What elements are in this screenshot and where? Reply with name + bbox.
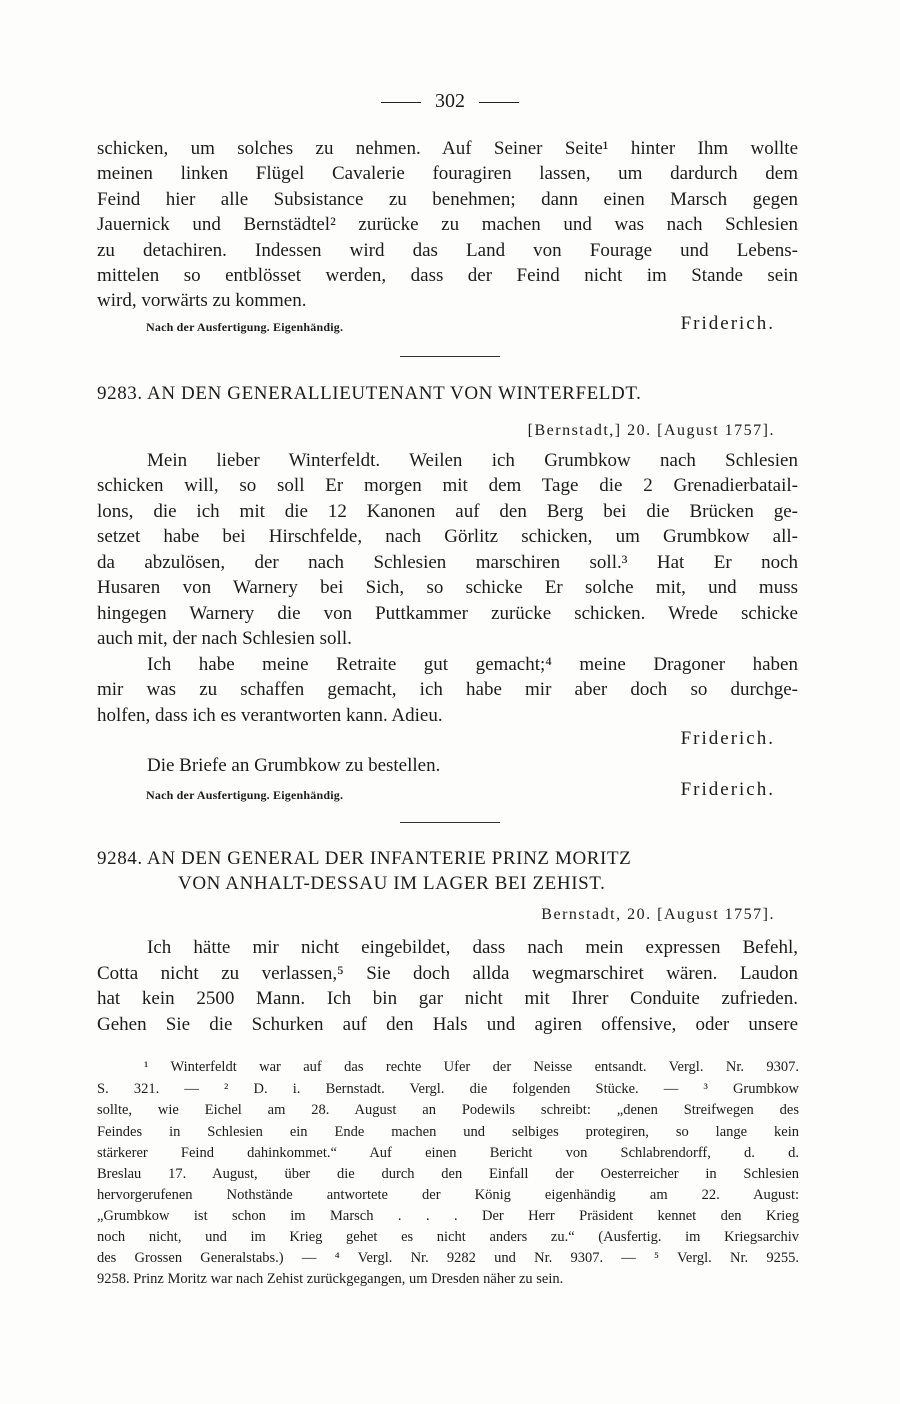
postscript: Die Briefe an Grumbkow zu bestellen. [147, 755, 441, 776]
signature: Friderich. [680, 728, 775, 749]
dateline: [Bernstadt,] 20. [August 1757]. [527, 422, 775, 439]
footnote-line: noch nicht, und im Krieg gehet es nicht anders zu.“ (Ausfertig. im Kriegsarchiv [97, 1229, 799, 1245]
letter-heading: 9283. AN DEN GENERALLIEUTENANT VON WINTERFELDT. [97, 383, 642, 404]
text-line: lons, die ich mit die 12 Kanonen auf den Berg bei die Brücken ge- [97, 501, 798, 522]
text-line: Ich hätte mir nicht eingebildet, dass nach mein expressen Befehl, [147, 937, 798, 958]
footnote-line: des Grossen Generalstabs.) — ⁴ Vergl. Nr. 9282 und Nr. 9307. — ⁵ Vergl. Nr. 9255. [97, 1250, 799, 1266]
dash-right [479, 102, 519, 103]
text-line: wird, vorwärts zu kommen. [97, 290, 307, 311]
footnote-line: Feindes in Schlesien ein Ende machen und selbiges protegiren, so lange kein [97, 1124, 799, 1140]
source-note: Nach der Ausfertigung. Eigenhändig. [146, 320, 344, 334]
page-number: 302 [0, 90, 900, 113]
text-line: hingegen Warnery die von Puttkammer zurücke schicken. Wrede schicke [97, 603, 798, 624]
text-line: mir was zu schaffen gemacht, ich habe mir aber doch so durchge- [97, 679, 798, 700]
footnote-line: S. 321. — ² D. i. Bernstadt. Vergl. die folgenden Stücke. — ³ Grumbkow [97, 1081, 799, 1097]
source-note: Nach der Ausfertigung. Eigenhändig. [146, 788, 344, 802]
dateline: Bernstadt, 20. [August 1757]. [541, 906, 775, 923]
text-line: holfen, dass ich es verantworten kann. Adieu. [97, 705, 443, 726]
text-line: Ich habe meine Retraite gut gemacht;⁴ meine Dragoner haben [147, 654, 798, 675]
text-line: Gehen Sie die Schurken auf den Hals und agiren offensive, oder unsere [97, 1014, 798, 1035]
footnote-line: ¹ Winterfeldt war auf das rechte Ufer der Neisse entsandt. Vergl. Nr. 9307. [144, 1059, 799, 1075]
footnote-line: sollte, wie Eichel am 28. August an Podewils schreibt: „denen Streifwegen des [97, 1102, 799, 1118]
text-line: Jauernick und Bernstädtel² zurücke zu machen und was nach Schlesien [97, 214, 798, 235]
signature: Friderich. [680, 313, 775, 334]
text-line: auch mit, der nach Schlesien soll. [97, 628, 352, 649]
text-line: Husaren von Warnery bei Sich, so schicke Er solche mit, und muss [97, 577, 798, 598]
text-line: Feind hier alle Subsistance zu benehmen; dann einen Marsch gegen [97, 189, 798, 210]
section-divider [400, 822, 500, 823]
section-divider [400, 356, 500, 357]
text-line: Mein lieber Winterfeldt. Weilen ich Grumbkow nach Schlesien [147, 450, 798, 471]
letter-heading: 9284. AN DEN GENERAL DER INFANTERIE PRINZ MORITZ [97, 848, 632, 869]
text-line: Cotta nicht zu verlassen,⁵ Sie doch allda wegmarschiret wären. Laudon [97, 963, 798, 984]
text-line: zu detachiren. Indessen wird das Land von Fourage und Lebens- [97, 240, 798, 261]
dash-left [381, 102, 421, 103]
signature: Friderich. [680, 779, 775, 800]
text-line: setzet habe bei Hirschfelde, nach Görlitz schicken, um Grumbkow all- [97, 526, 798, 547]
text-line: da abzulösen, der nach Schlesien marschiren soll.³ Hat Er noch [97, 552, 798, 573]
footnote-line: hervorgerufenen Nothstände antwortete der König eigenhändig am 22. August: [97, 1187, 799, 1203]
letter-heading-continued: VON ANHALT-DESSAU IM LAGER BEI ZEHIST. [178, 873, 606, 894]
text-line: schicken will, so soll Er morgen mit dem Tage die 2 Grenadierbatail- [97, 475, 798, 496]
text-line: meinen linken Flügel Cavalerie fouragiren lassen, um dardurch dem [97, 163, 798, 184]
footnote-line: „Grumbkow ist schon im Marsch . . . Der Herr Präsident kennet den Krieg [97, 1208, 799, 1224]
footnote-line: 9258. Prinz Moritz war nach Zehist zurückgegangen, um Dresden näher zu sein. [97, 1271, 564, 1287]
text-line: hat kein 2500 Mann. Ich bin gar nicht mit Ihrer Conduite zufrieden. [97, 988, 798, 1009]
text-line: schicken, um solches zu nehmen. Auf Seiner Seite¹ hinter Ihm wollte [97, 138, 798, 159]
footnote-line: Breslau 17. August, über die durch den Einfall der Oesterreicher in Schlesien [97, 1166, 799, 1182]
text-line: mittelen so entblösset werden, dass der Feind nicht im Stande sein [97, 265, 798, 286]
footnote-line: stärkerer Feind dahinkommet.“ Auf einen Bericht von Schlabrendorff, d. d. [97, 1145, 799, 1161]
